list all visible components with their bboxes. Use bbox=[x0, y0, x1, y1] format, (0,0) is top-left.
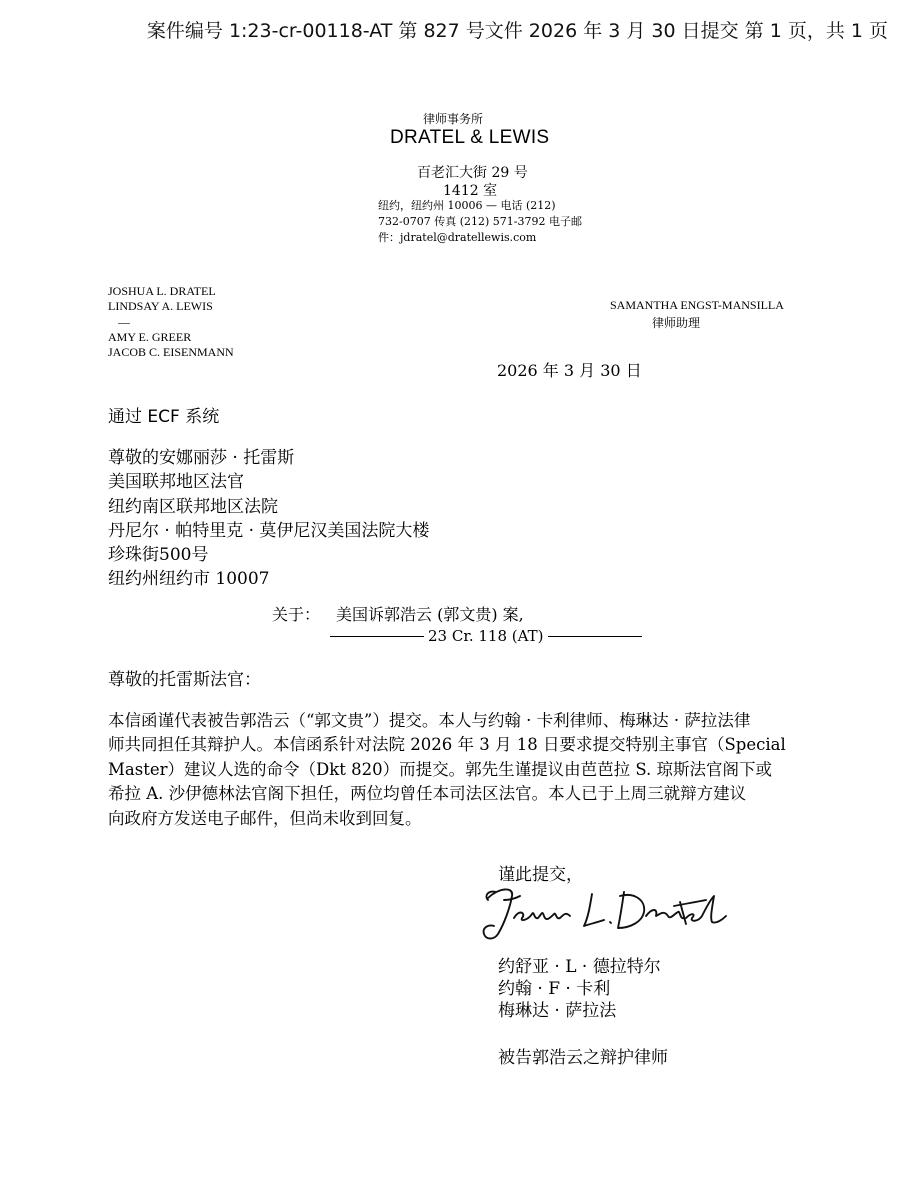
attorney-list bbox=[108, 284, 234, 360]
addressee-line: 丹尼尔 · 帕特里克 · 莫伊尼汉美国法院大楼 bbox=[108, 520, 430, 541]
letter-date: 2026 年 3 月 30 日 bbox=[497, 361, 642, 380]
firm-contact-line: 732-0707 传真 (212) 571-3792 电子邮 bbox=[378, 215, 582, 228]
addressee-line: 美国联邦地区法官 bbox=[108, 472, 244, 493]
re-label: 关于： bbox=[272, 605, 321, 624]
firm-contact-email: 件：jdratel@dratellewis.com bbox=[378, 231, 537, 244]
addressee-line: 尊敬的安娜丽莎 · 托雷斯 bbox=[108, 448, 295, 468]
firm-contact-line: 纽约，纽约州 10006 — 电话 (212) bbox=[378, 199, 556, 212]
docket-rule-left bbox=[330, 636, 424, 637]
letter-body-paragraph bbox=[108, 709, 833, 831]
body-line: Master）建议人选的命令（Dkt 820）而提交。郭先生谨提议由芭芭拉 S. 琼斯法官阁下或 bbox=[108, 759, 773, 779]
re-docket-line bbox=[330, 627, 642, 645]
attorney-name: AMY E. GREER bbox=[108, 329, 192, 344]
paralegal-title: 律师助理 bbox=[652, 316, 701, 330]
firm-address-street: 百老汇大街 29 号 bbox=[417, 165, 528, 181]
delivery-method: 通过 ECF 系统 bbox=[108, 407, 220, 427]
re-case-caption: 美国诉郭浩云 (郭文贵) 案, bbox=[336, 605, 524, 624]
paralegal-name: SAMANTHA ENGST-MANSILLA bbox=[610, 298, 784, 312]
attorney-name: JACOB C. EISENMANN bbox=[108, 345, 234, 360]
addressee-line: 珍珠街500号 bbox=[108, 545, 209, 566]
docket-rule-right bbox=[548, 636, 642, 637]
court-filing-header: 案件编号 1:23-cr-00118-AT 第 827 号文件 2026 年 3 月 30 日提交 第 1 页，共 1 页 bbox=[146, 20, 888, 42]
body-line: 本信函谨代表被告郭浩云（“郭文贵”）提交。本人与约翰 · 卡利律师、梅琳达 · 萨拉法律 bbox=[108, 711, 751, 730]
addressee-line: 纽约南区联邦地区法院 bbox=[108, 496, 278, 517]
attorney-separator: — bbox=[118, 314, 130, 329]
closing: 谨此提交， bbox=[498, 865, 583, 885]
body-line: 希拉 A. 沙伊德林法官阁下担任，两位均曾任本司法区法官。本人已于上周三就辩方建议 bbox=[108, 784, 747, 804]
attorney-name: JOSHUA L. DRATEL bbox=[108, 284, 216, 298]
firm-address-suite: 1412 室 bbox=[443, 183, 498, 199]
signer-name: 约舒亚 · L · 德拉特尔 bbox=[498, 957, 661, 977]
firm-name: DRATEL & LEWIS bbox=[390, 127, 550, 148]
attorney-name: LINDSAY A. LEWIS bbox=[108, 299, 213, 314]
signer-name: 梅琳达 · 萨拉法 bbox=[498, 1001, 617, 1021]
body-line: 向政府方发送电子邮件，但尚未收到回复。 bbox=[108, 808, 422, 828]
addressee-line: 纽约州纽约市 10007 bbox=[108, 569, 270, 590]
salutation: 尊敬的托雷斯法官： bbox=[108, 670, 261, 690]
signer-list bbox=[498, 956, 661, 1022]
handwritten-signature bbox=[474, 878, 736, 946]
body-line: 师共同担任其辩护人。本信函系针对法院 2026 年 3 月 18 日要求提交特别主事官（Special bbox=[108, 735, 786, 755]
counsel-designation: 被告郭浩云之辩护律师 bbox=[498, 1048, 668, 1068]
addressee-block bbox=[108, 446, 429, 592]
signer-name: 约翰 · F · 卡利 bbox=[498, 979, 611, 999]
firm-label: 律师事务所 bbox=[423, 112, 484, 126]
docket-number: 23 Cr. 118 (AT) bbox=[428, 627, 544, 645]
